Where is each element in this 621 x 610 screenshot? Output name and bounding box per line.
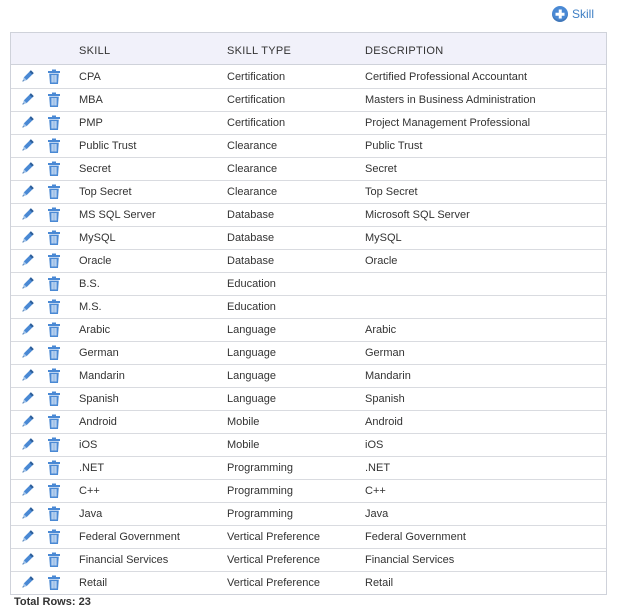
cell-skill-type: Vertical Preference xyxy=(227,577,320,589)
pencil-icon[interactable] xyxy=(19,437,35,453)
cell-skill-type: Clearance xyxy=(227,140,278,152)
cell-skill-type: Language xyxy=(227,370,276,382)
trash-icon[interactable] xyxy=(46,575,62,591)
trash-icon[interactable] xyxy=(46,506,62,522)
total-rows-label: Total Rows: 23 xyxy=(14,596,91,608)
pencil-icon[interactable] xyxy=(19,69,35,85)
cell-description: German xyxy=(365,347,405,359)
cell-skill: Secret xyxy=(79,163,111,175)
table-row xyxy=(11,571,606,594)
cell-description: iOS xyxy=(365,439,384,451)
cell-description: C++ xyxy=(365,485,386,497)
pencil-icon[interactable] xyxy=(19,230,35,246)
cell-skill-type: Programming xyxy=(227,462,294,474)
cell-description: .NET xyxy=(365,462,391,474)
cell-description: Mandarin xyxy=(365,370,411,382)
pencil-icon[interactable] xyxy=(19,276,35,292)
trash-icon[interactable] xyxy=(46,552,62,568)
trash-icon[interactable] xyxy=(46,69,62,85)
trash-icon[interactable] xyxy=(46,230,62,246)
table-row xyxy=(11,226,606,249)
cell-skill: MySQL xyxy=(79,232,116,244)
cell-description: Masters in Business Administration xyxy=(365,94,536,106)
plus-circle-icon xyxy=(552,6,568,22)
cell-skill: Arabic xyxy=(79,324,111,336)
pencil-icon[interactable] xyxy=(19,414,35,430)
trash-icon[interactable] xyxy=(46,161,62,177)
trash-icon[interactable] xyxy=(46,138,62,154)
grid-header xyxy=(11,33,606,65)
trash-icon[interactable] xyxy=(46,345,62,361)
cell-skill-type: Language xyxy=(227,347,276,359)
skills-grid xyxy=(10,32,607,595)
pencil-icon[interactable] xyxy=(19,161,35,177)
cell-skill: PMP xyxy=(79,117,103,129)
cell-skill-type: Education xyxy=(227,301,276,313)
table-row xyxy=(11,88,606,111)
table-row xyxy=(11,295,606,318)
pencil-icon[interactable] xyxy=(19,92,35,108)
pencil-icon[interactable] xyxy=(19,253,35,269)
pencil-icon[interactable] xyxy=(19,368,35,384)
cell-skill-type: Mobile xyxy=(227,416,260,428)
pencil-icon[interactable] xyxy=(19,529,35,545)
pencil-icon[interactable] xyxy=(19,483,35,499)
column-header-skill[interactable]: SKILL xyxy=(79,44,111,57)
table-row xyxy=(11,387,606,410)
table-row xyxy=(11,364,606,387)
cell-skill-type: Certification xyxy=(227,70,286,83)
cell-skill-type: Mobile xyxy=(227,439,260,451)
cell-skill-type: Database xyxy=(227,255,275,267)
trash-icon[interactable] xyxy=(46,92,62,108)
cell-skill: iOS xyxy=(79,439,98,451)
cell-description: Retail xyxy=(365,577,394,589)
table-row xyxy=(11,65,606,88)
table-row xyxy=(11,180,606,203)
pencil-icon[interactable] xyxy=(19,506,35,522)
table-row xyxy=(11,479,606,502)
cell-skill: MS SQL Server xyxy=(79,209,156,221)
grid-body xyxy=(11,65,606,594)
add-skill-button[interactable] xyxy=(552,5,594,23)
pencil-icon[interactable] xyxy=(19,115,35,131)
pencil-icon[interactable] xyxy=(19,575,35,591)
table-row xyxy=(11,433,606,456)
cell-skill-type: Certification xyxy=(227,94,286,106)
cell-skill-type: Vertical Preference xyxy=(227,554,320,566)
cell-skill-type: Clearance xyxy=(227,163,278,175)
cell-skill: C++ xyxy=(79,485,100,497)
cell-description: Federal Government xyxy=(365,531,466,543)
cell-skill-type: Clearance xyxy=(227,186,278,198)
table-row xyxy=(11,548,606,571)
table-row xyxy=(11,410,606,433)
pencil-icon[interactable] xyxy=(19,184,35,200)
cell-skill: Federal Government xyxy=(79,531,180,543)
cell-skill: Public Trust xyxy=(79,140,137,152)
cell-skill: Top Secret xyxy=(79,186,132,198)
table-row xyxy=(11,525,606,548)
add-skill-label: Skill xyxy=(572,7,595,21)
cell-skill-type: Database xyxy=(227,209,275,221)
trash-icon[interactable] xyxy=(46,299,62,315)
trash-icon[interactable] xyxy=(46,483,62,499)
column-header-skill-type[interactable]: SKILL TYPE xyxy=(227,44,292,57)
table-row xyxy=(11,318,606,341)
cell-skill: B.S. xyxy=(79,278,100,290)
table-row xyxy=(11,272,606,295)
trash-icon[interactable] xyxy=(46,253,62,269)
cell-skill-type: Language xyxy=(227,324,276,336)
table-row xyxy=(11,249,606,272)
cell-skill: Spanish xyxy=(79,393,119,405)
table-row xyxy=(11,203,606,226)
cell-description: Microsoft SQL Server xyxy=(365,209,470,221)
cell-skill-type: Certification xyxy=(227,117,286,129)
cell-skill-type: Database xyxy=(227,232,275,244)
trash-icon[interactable] xyxy=(46,276,62,292)
cell-skill: MBA xyxy=(79,94,103,106)
cell-skill-type: Vertical Preference xyxy=(227,531,320,543)
trash-icon[interactable] xyxy=(46,460,62,476)
pencil-icon[interactable] xyxy=(19,138,35,154)
cell-skill: Retail xyxy=(79,577,108,589)
trash-icon[interactable] xyxy=(46,391,62,407)
pencil-icon[interactable] xyxy=(19,460,35,476)
table-row xyxy=(11,157,606,180)
trash-icon[interactable] xyxy=(46,368,62,384)
cell-skill: M.S. xyxy=(79,301,102,313)
cell-description: Spanish xyxy=(365,393,405,405)
table-row xyxy=(11,341,606,364)
cell-skill: CPA xyxy=(79,70,101,83)
cell-description: Top Secret xyxy=(365,186,418,198)
table-row xyxy=(11,134,606,157)
cell-description: Financial Services xyxy=(365,554,455,566)
cell-skill: Mandarin xyxy=(79,370,125,382)
cell-description: Java xyxy=(365,508,389,520)
table-row xyxy=(11,111,606,134)
cell-description: MySQL xyxy=(365,232,402,244)
cell-description: Project Management Professional xyxy=(365,117,531,129)
cell-skill-type: Language xyxy=(227,393,276,405)
cell-skill: Oracle xyxy=(79,255,112,267)
pencil-icon[interactable] xyxy=(19,299,35,315)
pencil-icon[interactable] xyxy=(19,322,35,338)
trash-icon[interactable] xyxy=(46,207,62,223)
trash-icon[interactable] xyxy=(46,437,62,453)
trash-icon[interactable] xyxy=(46,529,62,545)
cell-skill-type: Programming xyxy=(227,508,294,520)
cell-description: Android xyxy=(365,416,403,428)
trash-icon[interactable] xyxy=(46,115,62,131)
cell-description: Arabic xyxy=(365,324,397,336)
pencil-icon[interactable] xyxy=(19,345,35,361)
cell-description: Public Trust xyxy=(365,140,423,152)
pencil-icon[interactable] xyxy=(19,552,35,568)
cell-skill: German xyxy=(79,347,119,359)
cell-description: Certified Professional Accountant xyxy=(365,70,528,83)
column-header-description[interactable]: DESCRIPTION xyxy=(365,44,444,57)
trash-icon[interactable] xyxy=(46,184,62,200)
trash-icon[interactable] xyxy=(46,414,62,430)
cell-skill-type: Programming xyxy=(227,485,294,497)
cell-skill: .NET xyxy=(79,462,105,474)
cell-description: Secret xyxy=(365,163,397,175)
cell-skill: Financial Services xyxy=(79,554,169,566)
table-row xyxy=(11,456,606,479)
cell-skill: Java xyxy=(79,508,103,520)
pencil-icon[interactable] xyxy=(19,391,35,407)
pencil-icon[interactable] xyxy=(19,207,35,223)
table-row xyxy=(11,502,606,525)
cell-description: Oracle xyxy=(365,255,398,267)
trash-icon[interactable] xyxy=(46,322,62,338)
cell-skill-type: Education xyxy=(227,278,276,290)
cell-skill: Android xyxy=(79,416,117,428)
